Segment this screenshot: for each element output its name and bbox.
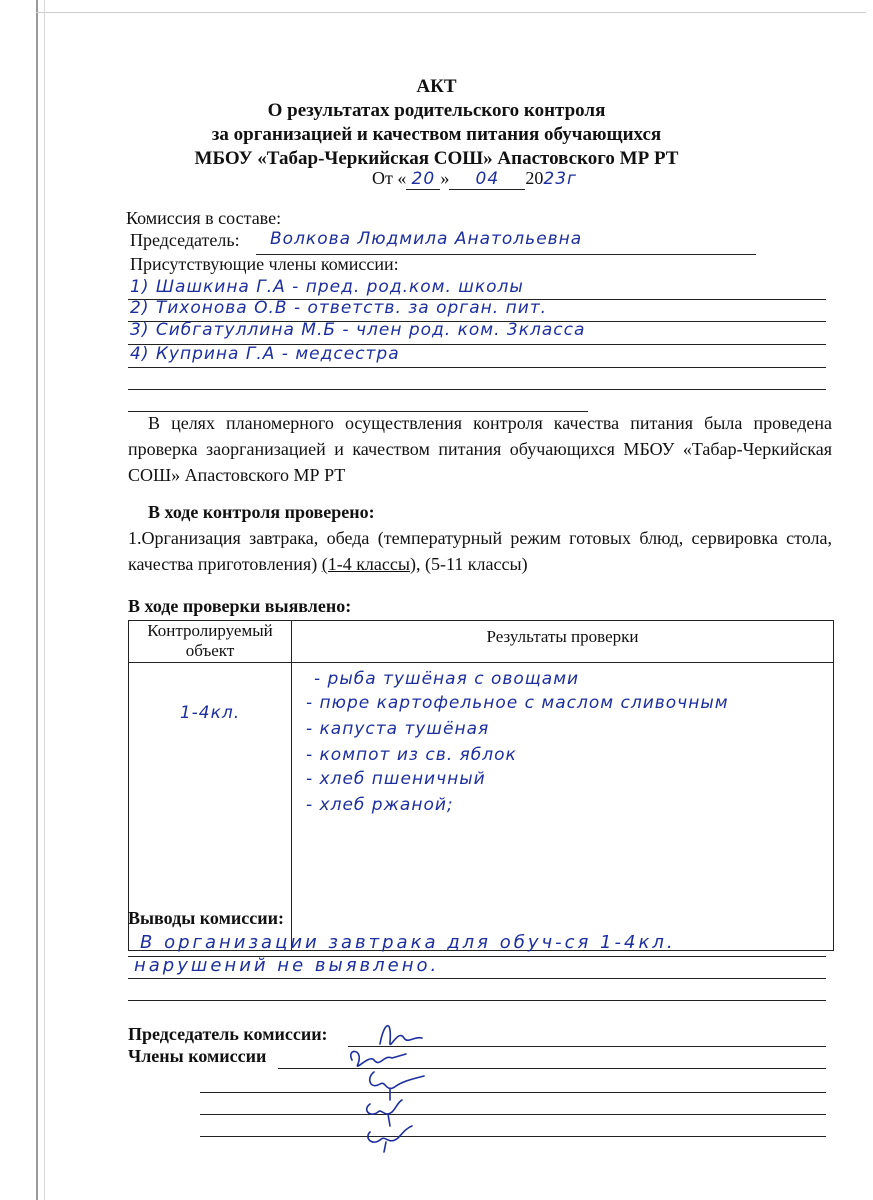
result-item-2: - пюре картофельное с маслом сливочным <box>306 693 729 713</box>
commission-label: Комиссия в составе: <box>126 208 282 228</box>
signature-member-2 <box>370 1072 424 1100</box>
member-line-4 <box>128 367 826 368</box>
member-line-5 <box>128 389 826 390</box>
chair-name: Волкова Людмила Анатольевна <box>270 229 583 249</box>
result-item-4: - компот из св. яблок <box>306 745 517 765</box>
checked-group-2: (5-11 классы) <box>424 554 528 574</box>
act-subtitle-2: за организацией и качеством питания обучающихся <box>211 124 662 145</box>
col-results-header: Результаты проверки <box>292 621 834 663</box>
member-4: 4) Куприна Г.А - медсестра <box>130 344 400 364</box>
scan-top-edge <box>36 12 866 13</box>
checked-group-1: (1-4 классы), <box>321 554 421 574</box>
conclusion-line-1: В организации завтрака для обуч-ся 1-4кл. <box>140 932 676 953</box>
result-item-5: - хлеб пшеничный <box>306 769 486 789</box>
conclusion-rule-3 <box>128 1000 826 1001</box>
date-mid: » <box>440 168 450 188</box>
members-label: Присутствующие члены комиссии: <box>130 254 399 274</box>
date-prefix: От « <box>372 168 407 188</box>
date-month: 04 <box>449 169 525 190</box>
intro-paragraph: В целях планомерного осуществления контроля качества питания была проведена проверка заорганизацией и качеством питания обучающихся МБОУ «Табар-Черкийская СОШ» Апастовского МР РТ <box>128 413 832 485</box>
date-year-prefix: 20 <box>525 168 544 188</box>
handwritten-signatures <box>340 1014 460 1154</box>
act-date <box>372 168 577 190</box>
member-2: 2) Тихонова О.В - ответств. за орган. пит. <box>130 298 548 318</box>
findings-heading: В ходе проверки выявлено: <box>128 596 352 616</box>
result-item-6: - хлеб ржаной; <box>306 795 454 815</box>
signature-chair-label: Председатель комиссии: <box>128 1024 328 1044</box>
signature-member-1 <box>351 1051 406 1066</box>
chair-label: Председатель: <box>130 230 240 250</box>
result-item-3: - капуста тушёная <box>306 719 490 739</box>
member-3: 3) Сибгатуллина М.Б - член род. ком. 3класса <box>130 320 586 340</box>
col-object-header: Контролируемый объект <box>129 621 292 663</box>
member-1: 1) Шашкина Г.А - пред. род.ком. школы <box>130 277 524 297</box>
act-title: АКТ <box>416 76 457 97</box>
checked-item-main: 1.Организация завтрака, обеда (температурный режим готовых блюд, сервировка стола, качества приготовления) <box>128 528 832 574</box>
act-subtitle-1: О результатах родительского контроля <box>267 100 606 121</box>
checked-heading: В ходе контроля проверено: <box>148 502 375 522</box>
signature-member-3 <box>367 1100 402 1126</box>
signature-line-4 <box>200 1136 826 1137</box>
result-item-1: - рыба тушёная с овощами <box>314 669 580 689</box>
object-value: 1-4кл. <box>179 703 241 723</box>
date-year-suffix: 23г <box>543 169 577 189</box>
signature-members-label: Члены комиссии <box>128 1046 267 1066</box>
conclusion-line-2: нарушений не выявлено. <box>134 955 440 976</box>
signature-line-3 <box>200 1114 826 1115</box>
signature-line-2 <box>200 1092 826 1093</box>
checked-item <box>128 525 832 577</box>
findings-header-row <box>129 621 834 663</box>
conclusions-heading: Выводы комиссии: <box>128 908 284 928</box>
results-cell <box>292 663 834 951</box>
signature-chair <box>380 1026 422 1045</box>
signature-member-4 <box>368 1126 412 1152</box>
scan-edge <box>36 0 45 1200</box>
date-day: 20 <box>406 169 440 190</box>
act-subtitle-3: МБОУ «Табар-Черкийская СОШ» Апастовского МР РТ <box>194 148 679 169</box>
conclusion-rule-2 <box>128 978 826 979</box>
findings-table <box>128 620 834 951</box>
